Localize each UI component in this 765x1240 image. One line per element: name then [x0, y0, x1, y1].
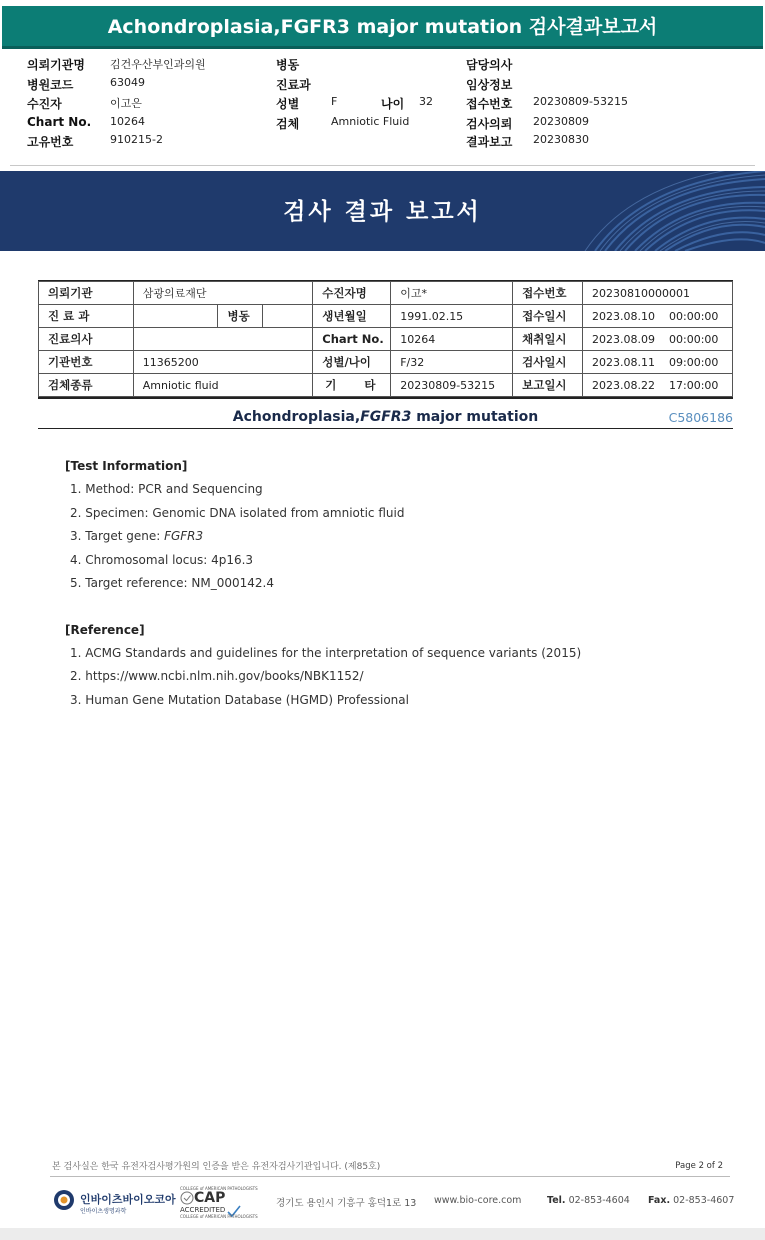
table-value: 20230810000001 — [583, 282, 733, 305]
footer-divider — [50, 1176, 730, 1177]
table-label: Chart No. — [313, 328, 391, 351]
list-item — [70, 553, 253, 567]
item-number: 3. — [70, 693, 82, 707]
gene-name: FGFR3 — [164, 529, 204, 543]
table-label: 진료의사 — [39, 328, 134, 351]
company-logo-icon — [52, 1188, 76, 1212]
cap-org-text: COLLEGE of AMERICAN PATHOLOGISTS — [180, 1214, 258, 1219]
table-value — [583, 351, 733, 374]
table-label: 검체종류 — [39, 374, 134, 397]
table-label: 접수번호 — [513, 282, 583, 305]
header-label: 검사의뢰 — [466, 117, 513, 131]
header-label: 나이 — [381, 97, 405, 111]
time-value: 17:00:00 — [669, 378, 719, 392]
table-value — [133, 305, 218, 328]
header-label: 진료과 — [276, 78, 311, 92]
table-value — [583, 328, 733, 351]
cap-mark: CAP — [194, 1190, 226, 1206]
item-text: Chromosomal locus: 4p16.3 — [85, 553, 254, 567]
label-part: 기 — [325, 378, 337, 392]
table-label — [313, 374, 391, 397]
table-value: Amniotic fluid — [133, 374, 312, 397]
company-fax — [648, 1195, 734, 1206]
company-address: 경기도 용인시 기흥구 홍덕1로 13 — [276, 1198, 417, 1209]
report-top-title: Achondroplasia,FGFR3 major mutation 검사결과보고서 — [2, 6, 763, 49]
list-item — [70, 482, 263, 496]
table-row — [39, 351, 733, 374]
header-value: 63049 — [110, 76, 145, 89]
item-text: ACMG Standards and guidelines for the interpretation of sequence variants (2015) — [85, 646, 582, 660]
header-label: Chart No. — [27, 115, 92, 129]
table-label: 접수일시 — [513, 305, 583, 328]
header-label: 병동 — [276, 58, 300, 72]
table-row — [39, 305, 733, 328]
item-number: 5. — [70, 576, 82, 590]
header-label: 병원코드 — [27, 78, 74, 92]
table-label: 생년월일 — [313, 305, 391, 328]
list-item — [70, 506, 404, 520]
time-value: 09:00:00 — [669, 355, 719, 369]
table-value: 1991.02.15 — [391, 305, 513, 328]
item-text: Human Gene Mutation Database (HGMD) Professional — [85, 693, 409, 707]
item-text: Method: PCR and Sequencing — [85, 482, 263, 496]
header-label: 의뢰기관명 — [27, 58, 85, 72]
report-banner — [0, 171, 765, 251]
header-label: 성별 — [276, 97, 300, 111]
table-label: 채취일시 — [513, 328, 583, 351]
header-label: 결과보고 — [466, 135, 513, 149]
table-label: 기관번호 — [39, 351, 134, 374]
patient-info-table — [38, 281, 733, 397]
table-label: 검사일시 — [513, 351, 583, 374]
label-part: 타 — [364, 378, 376, 392]
date-value: 2023.08.09 — [592, 332, 655, 346]
table-row — [39, 374, 733, 397]
date-value: 2023.08.11 — [592, 355, 655, 369]
table-value: 이고* — [391, 282, 513, 305]
table-row — [39, 328, 733, 351]
list-item — [70, 693, 409, 707]
patient-header — [0, 56, 765, 166]
table-label: 진 료 과 — [39, 305, 134, 328]
header-label: 고유번호 — [27, 135, 74, 149]
item-number: 4. — [70, 553, 82, 567]
tel-label: Tel. — [547, 1195, 566, 1206]
time-value: 00:00:00 — [669, 309, 719, 323]
item-number: 2. — [70, 506, 82, 520]
item-text: Target reference: NM_000142.4 — [85, 576, 274, 590]
header-label: 담당의사 — [466, 58, 513, 72]
table-value: 삼광의료재단 — [133, 282, 312, 305]
table-value: F/32 — [391, 351, 513, 374]
company-website[interactable]: www.bio-core.com — [434, 1195, 522, 1206]
table-value — [583, 305, 733, 328]
header-value: F — [331, 95, 338, 108]
gene-name: FGFR3 — [360, 409, 412, 425]
tel-number: 02-853-4604 — [568, 1195, 630, 1206]
header-value: 32 — [419, 95, 433, 108]
list-item — [70, 669, 364, 683]
table-value — [133, 328, 312, 351]
table-label: 성별/나이 — [313, 351, 391, 374]
test-name-part: Achondroplasia, — [232, 409, 361, 425]
reference-link[interactable]: https://www.ncbi.nlm.nih.gov/books/NBK1152/ — [85, 669, 364, 683]
item-text: Target gene: — [85, 529, 165, 543]
item-number: 2. — [70, 669, 82, 683]
item-text: Specimen: Genomic DNA isolated from amniotic fluid — [85, 506, 405, 520]
page-number: Page 2 of 2 — [675, 1161, 723, 1171]
header-value: 이고은 — [110, 97, 142, 110]
table-value: 20230809-53215 — [391, 374, 513, 397]
date-value: 2023.08.22 — [592, 378, 655, 392]
table-value: 11365200 — [133, 351, 312, 374]
header-value: 20230830 — [533, 133, 589, 146]
table-value — [583, 374, 733, 397]
item-number: 1. — [70, 646, 82, 660]
table-label: 보고일시 — [513, 374, 583, 397]
list-item — [70, 576, 274, 590]
fax-number: 02-853-4607 — [673, 1195, 735, 1206]
company-tel — [547, 1195, 630, 1206]
header-value: 김건우산부인과의원 — [110, 58, 206, 71]
test-code: C5806186 — [668, 410, 733, 425]
header-value: 20230809 — [533, 115, 589, 128]
table-value — [263, 305, 313, 328]
header-value: 910215-2 — [110, 133, 163, 146]
header-label: 검체 — [276, 117, 300, 131]
header-divider — [10, 165, 755, 166]
company-subname: 인바이츠생명과학 — [80, 1208, 127, 1215]
reference-heading: [Reference] — [65, 623, 145, 637]
header-label: 접수번호 — [466, 97, 513, 111]
table-row — [39, 282, 733, 305]
header-value: Amniotic Fluid — [331, 115, 410, 128]
test-subtitle — [38, 406, 733, 429]
table-label: 병동 — [218, 305, 263, 328]
item-number: 3. — [70, 529, 82, 543]
header-label: 수진자 — [27, 97, 62, 111]
list-item — [70, 529, 203, 543]
header-value: 10264 — [110, 115, 145, 128]
date-value: 2023.08.10 — [592, 309, 655, 323]
certification-note: 본 검사실은 한국 유전자검사평가원의 인증을 받은 유전자검사기관입니다. (제85호) — [52, 1162, 381, 1172]
fax-label: Fax. — [648, 1195, 671, 1206]
table-value: 10264 — [391, 328, 513, 351]
banner-title: 검사 결과 보고서 — [283, 199, 482, 225]
test-name — [38, 409, 733, 425]
table-label: 의뢰기관 — [39, 282, 134, 305]
test-name-part: major mutation — [411, 409, 539, 425]
test-info-heading: [Test Information] — [65, 459, 188, 473]
cap-org-text: COLLEGE of AMERICAN PATHOLOGISTS — [180, 1186, 258, 1191]
item-number: 1. — [70, 482, 82, 496]
cap-accredited: ACCREDITED — [180, 1206, 226, 1214]
header-label: 임상정보 — [466, 78, 513, 92]
table-bottom-rule — [38, 397, 733, 399]
company-name: 인바이츠바이오코아 — [80, 1193, 176, 1206]
time-value: 00:00:00 — [669, 332, 719, 346]
header-value: 20230809-53215 — [533, 95, 628, 108]
table-label: 수진자명 — [313, 282, 391, 305]
list-item — [70, 646, 581, 660]
